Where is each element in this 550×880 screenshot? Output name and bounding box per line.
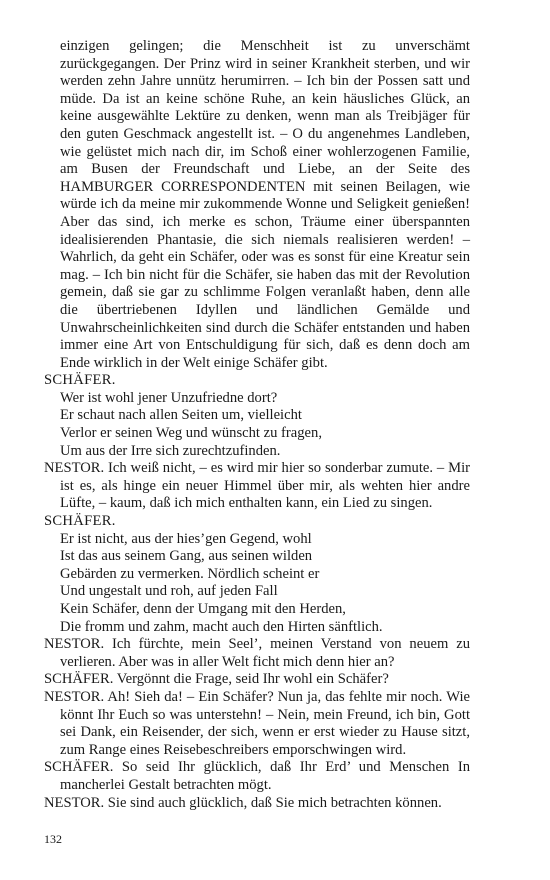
speech-nestor-4: NESTOR. Sie sind auch glücklich, daß Sie mich betrachten können. (44, 794, 442, 811)
verse-line: Und ungestalt und roh, auf jeden Fall (60, 583, 278, 600)
speech-nestor-1: NESTOR. Ich weiß nicht, – es wird mir hier so sonderbar zumute. – Mir ist es, als hinge ein neuer Himmel über mir, als wehten hier andre Lüfte, – kaum, daß ich mich enthalten kann, ein Lied zu singen. (44, 460, 470, 512)
verse-line: Wer ist wohl jener Unzufriedne dort? (60, 389, 278, 406)
speech-nestor-3: NESTOR. Ah! Sieh da! – Ein Schäfer? Nun ja, das fehlte mir noch. Wie könnt Ihr Euch so was unterstehn! – Nein, mein Freund, ich bin, Gott sei Dank, ein Reisender, der sich, wenn er erst wieder zu Hause sitzt, zum Range eines Reisebeschreibers emporschwingen wird. (44, 688, 470, 758)
verse-line: Er schaut nach allen Seiten um, vielleicht (60, 407, 302, 424)
verse-line: Um aus der Irre sich zurechtzufinden. (60, 442, 281, 459)
speaker-heading-schaefer: SCHÄFER. (44, 513, 116, 530)
speech-nestor-2: NESTOR. Ich fürchte, mein Seel’, meinen Verstand von neuem zu verlieren. Aber was in aller Welt ficht mich denn hier an? (44, 636, 470, 670)
opening-prose-paragraph: einzigen gelingen; die Menschheit ist zu unverschämt zurückgegangen. Der Prinz wird in seiner Krankheit sterben, und wir werden zehn Jahre unnütz herumirren. – Ich bin der Possen satt und müde. Da ist an keine schöne Ruhe, an kein häusliches Glück, an keine ausgewählte Lektüre zu denken, wenn man als Treibjäger für den guten Geschmack angestellt ist. – O du angenehmes Landleben, wie gelüstet mich nach dir, im Schoß einer wohlerzogenen Familie, am Busen der Freundschaft und Liebe, an der Seite des HAMBURGER CORRESPONDENTEN mit seinen Beilagen, wie würde ich da meine mir zukommende Wonne und Seligkeit genießen! Aber das sind, ich merke es schon, Träume einer überspannten idealisierenden Phantasie, die sich niemals realisieren werden! – Wahrlich, da geht ein Schäfer, oder was es sonst für eine Kreatur sein mag. – Ich bin nicht für die Schäfer, sie haben das mit der Revolution gemein, daß sie gar zu schlimme Folgen veranlaßt haben, denn alle die übertriebenen Idyllen und ländlichen Gemälde und Unwahrscheinlichkeiten sind durch die Schäfer entstanden und haben immer eine Art von Entschuldigung für sich, daß es denn doch am Ende wirklich in der Welt einige Schäfer gibt. (60, 38, 470, 371)
verse-block-schaefer-2 (44, 531, 470, 637)
verse-line: Die fromm und zahm, macht auch den Hirten sänftlich. (60, 618, 383, 635)
verse-line: Gebärden zu vermerken. Nördlich scheint er (60, 565, 320, 582)
speech-schaefer-reply: SCHÄFER. So seid Ihr glücklich, daß Ihr Erd’ und Menschen In mancherlei Gestalt betrachten mögt. (44, 759, 470, 793)
verse-line: Verlor er seinen Weg und wünscht zu fragen, (60, 425, 322, 442)
verse-block-schaefer-1 (44, 390, 470, 460)
verse-line: Ist das aus seinem Gang, aus seinen wilden (60, 548, 313, 565)
page-number: 132 (44, 832, 62, 846)
speech-schaefer-question: SCHÄFER. Vergönnt die Frage, seid Ihr wohl ein Schäfer? (44, 671, 389, 688)
verse-line: Er ist nicht, aus der hies’gen Gegend, wohl (60, 530, 312, 547)
book-page-text (44, 38, 470, 812)
verse-line: Kein Schäfer, denn der Umgang mit den Herden, (60, 601, 346, 617)
speaker-heading-schaefer: SCHÄFER. (44, 372, 116, 389)
